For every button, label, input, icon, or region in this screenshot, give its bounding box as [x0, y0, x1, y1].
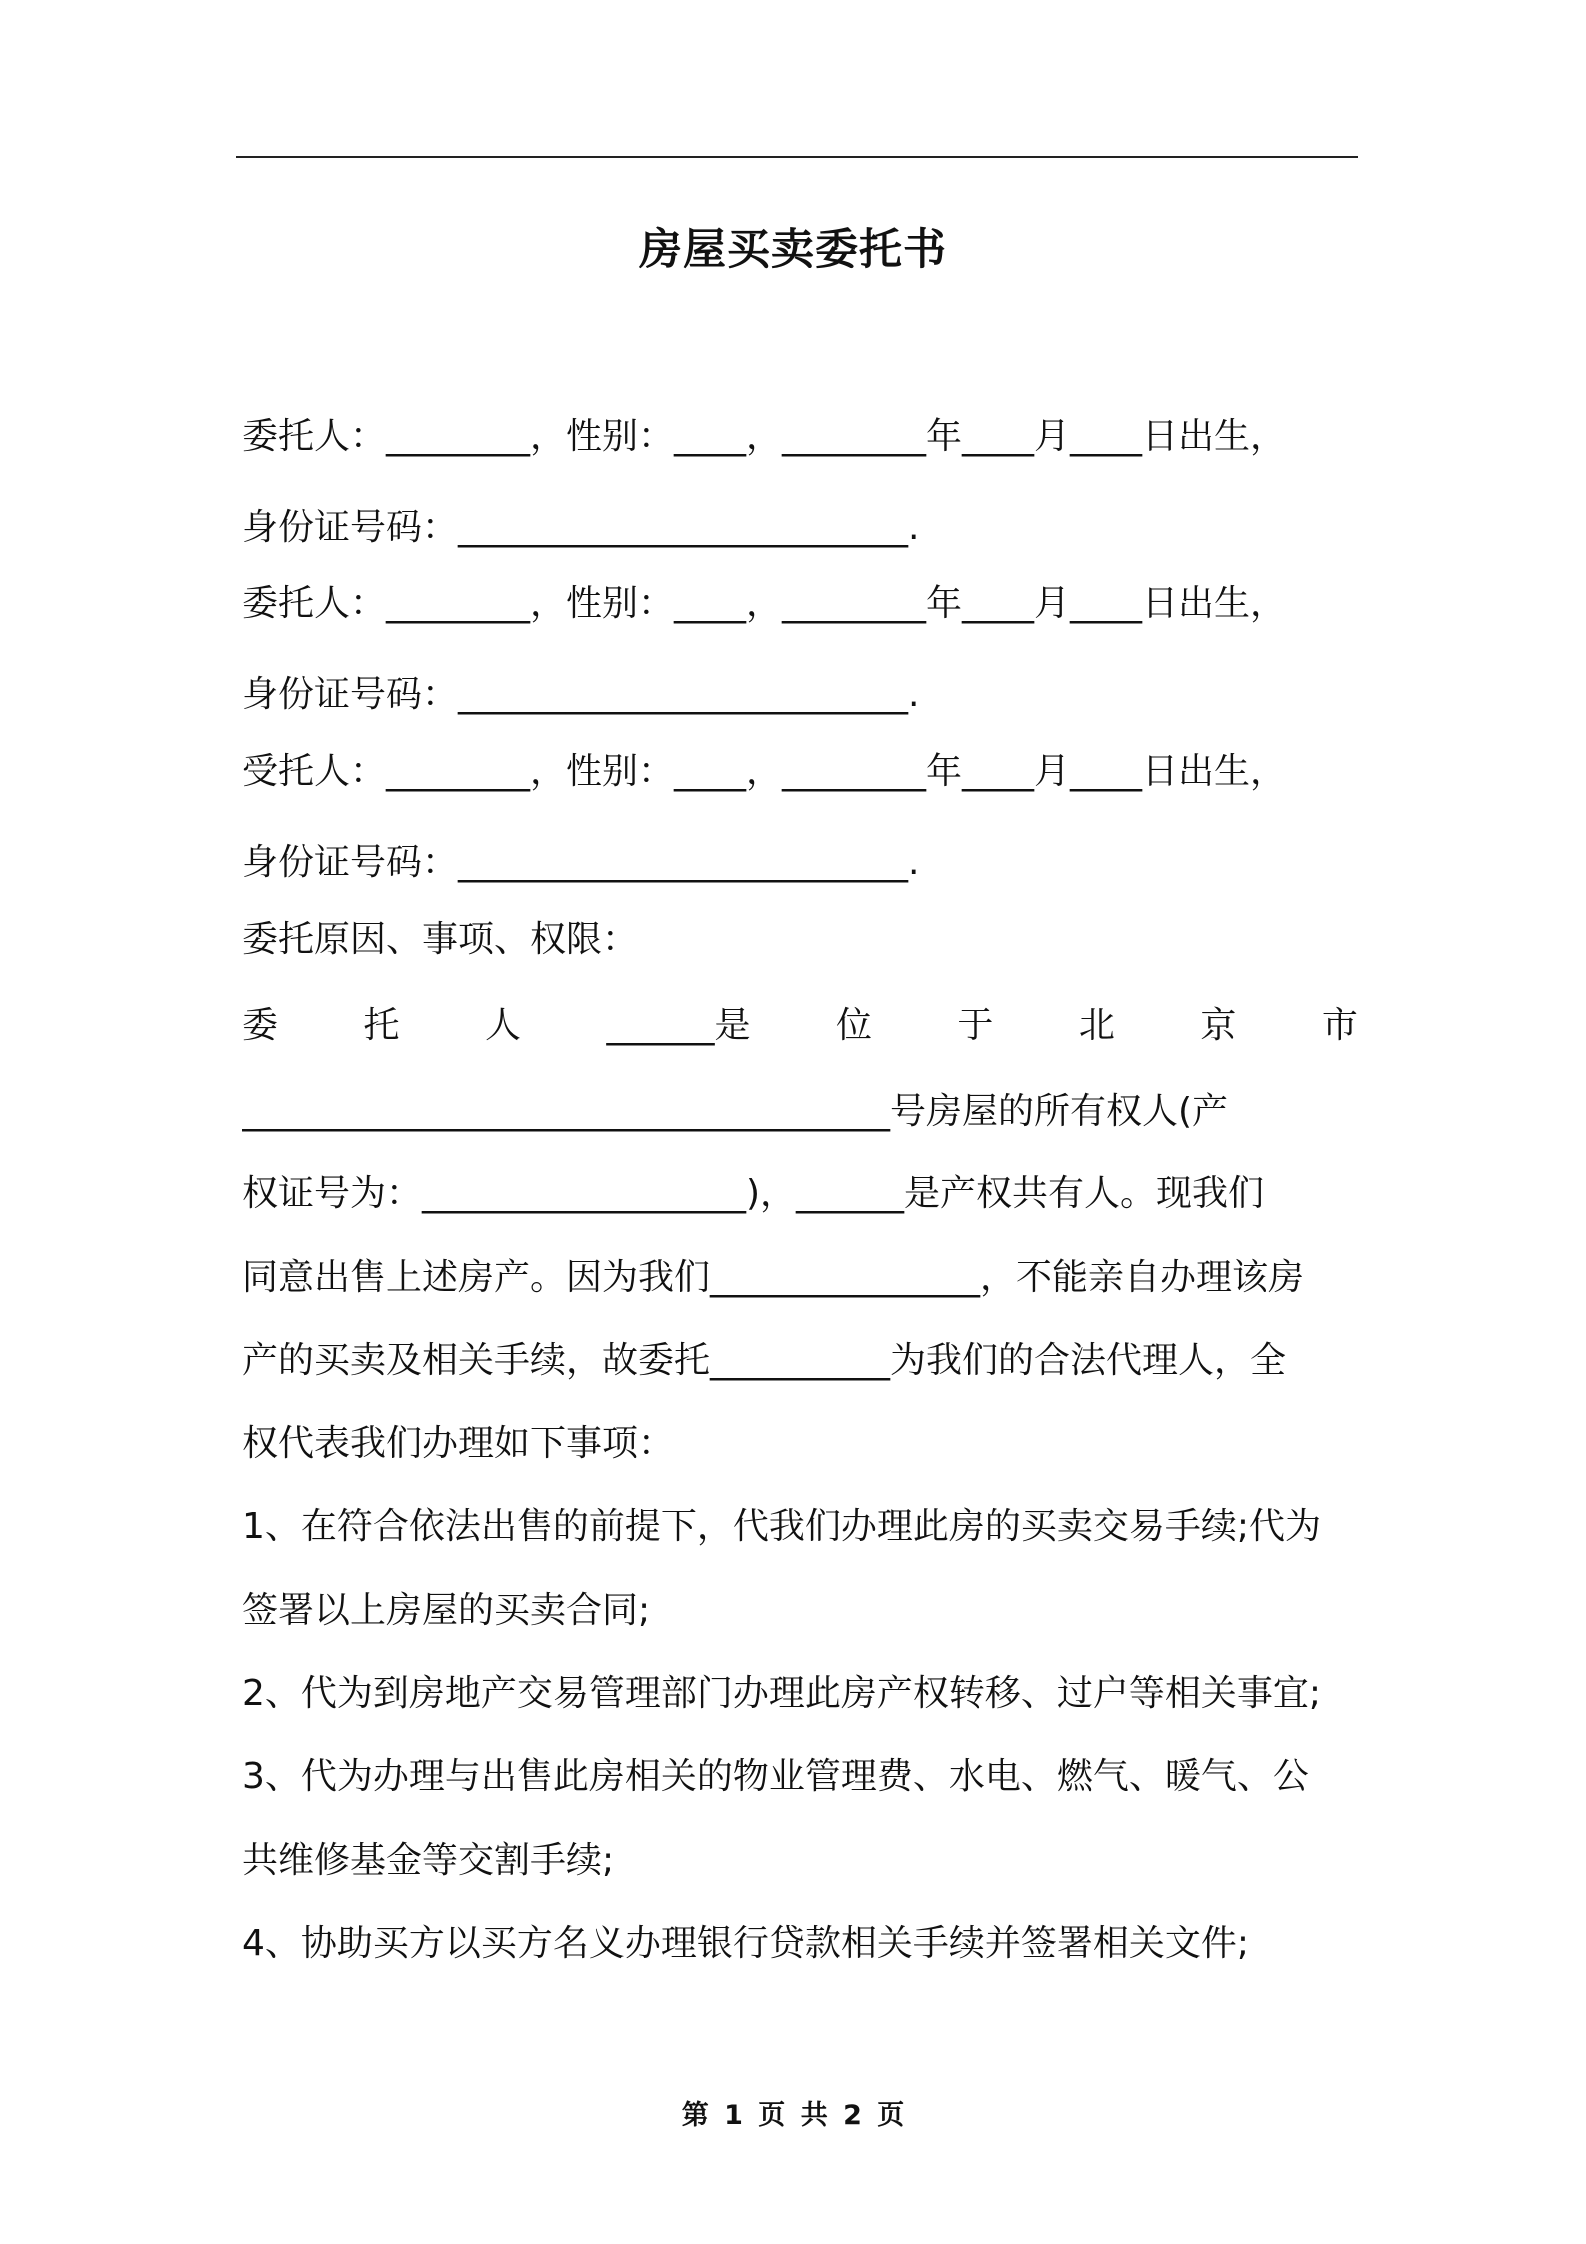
agent-id-line: 身份证号码：_________________________.: [242, 842, 920, 883]
principal-1-id-line: 身份证号码：_________________________.: [242, 507, 920, 548]
reasons-heading: 委托原因、事项、权限：: [242, 919, 639, 960]
item-1-continued: 签署以上房屋的买卖合同;: [242, 1590, 651, 1631]
principal-2-id-line: 身份证号码：_________________________.: [242, 674, 920, 715]
paragraph-line: ____________________________________号房屋的所有权人(产: [242, 1091, 1229, 1132]
spread-char: 托: [363, 1005, 400, 1046]
document-title: 房屋买卖委托书: [639, 225, 947, 275]
principal-1-line: 委托人：________，性别：____，________年____月____日出生，: [242, 416, 1287, 457]
spread-char: 市: [1321, 1005, 1358, 1046]
principal-2-line: 委托人：________，性别：____，________年____月____日出生，: [242, 583, 1287, 624]
agent-line: 受托人：________，性别：____，________年____月____日出生，: [242, 751, 1287, 792]
page-number: 第 1 页 共 2 页: [681, 2100, 905, 2131]
item-1-line: 1、在符合依法出售的前提下，代我们办理此房的买卖交易手续;代为: [242, 1506, 1322, 1547]
spread-char: 人: [484, 1005, 521, 1046]
item-2-line: 2、代为到房地产交易管理部门办理此房产权转移、过户等相关事宜;: [242, 1673, 1322, 1714]
item-4-line: 4、协助买方以买方名义办理银行贷款相关手续并签署相关文件;: [242, 1923, 1250, 1964]
spread-char: 京: [1200, 1005, 1237, 1046]
spread-char: ______是: [606, 1005, 751, 1046]
paragraph-line: 同意出售上述房产。因为我们_______________，不能亲自办理该房: [242, 1257, 1305, 1298]
spread-char: 委: [242, 1005, 279, 1046]
paragraph-spread-line: [242, 1002, 1358, 1050]
header-rule: [236, 156, 1358, 158]
paragraph-line: 权证号为：__________________)，______是产权共有人。现我们: [242, 1173, 1265, 1214]
spread-char: 北: [1078, 1005, 1115, 1046]
spread-char: 于: [957, 1005, 994, 1046]
spread-char: 位: [835, 1005, 872, 1046]
paragraph-line: 产的买卖及相关手续，故委托__________为我们的合法代理人，全: [242, 1340, 1287, 1381]
item-3-continued: 共维修基金等交割手续;: [242, 1840, 615, 1881]
paragraph-line: 权代表我们办理如下事项：: [242, 1423, 675, 1464]
item-3-line: 3、代为办理与出售此房相关的物业管理费、水电、燃气、暖气、公: [242, 1756, 1309, 1797]
